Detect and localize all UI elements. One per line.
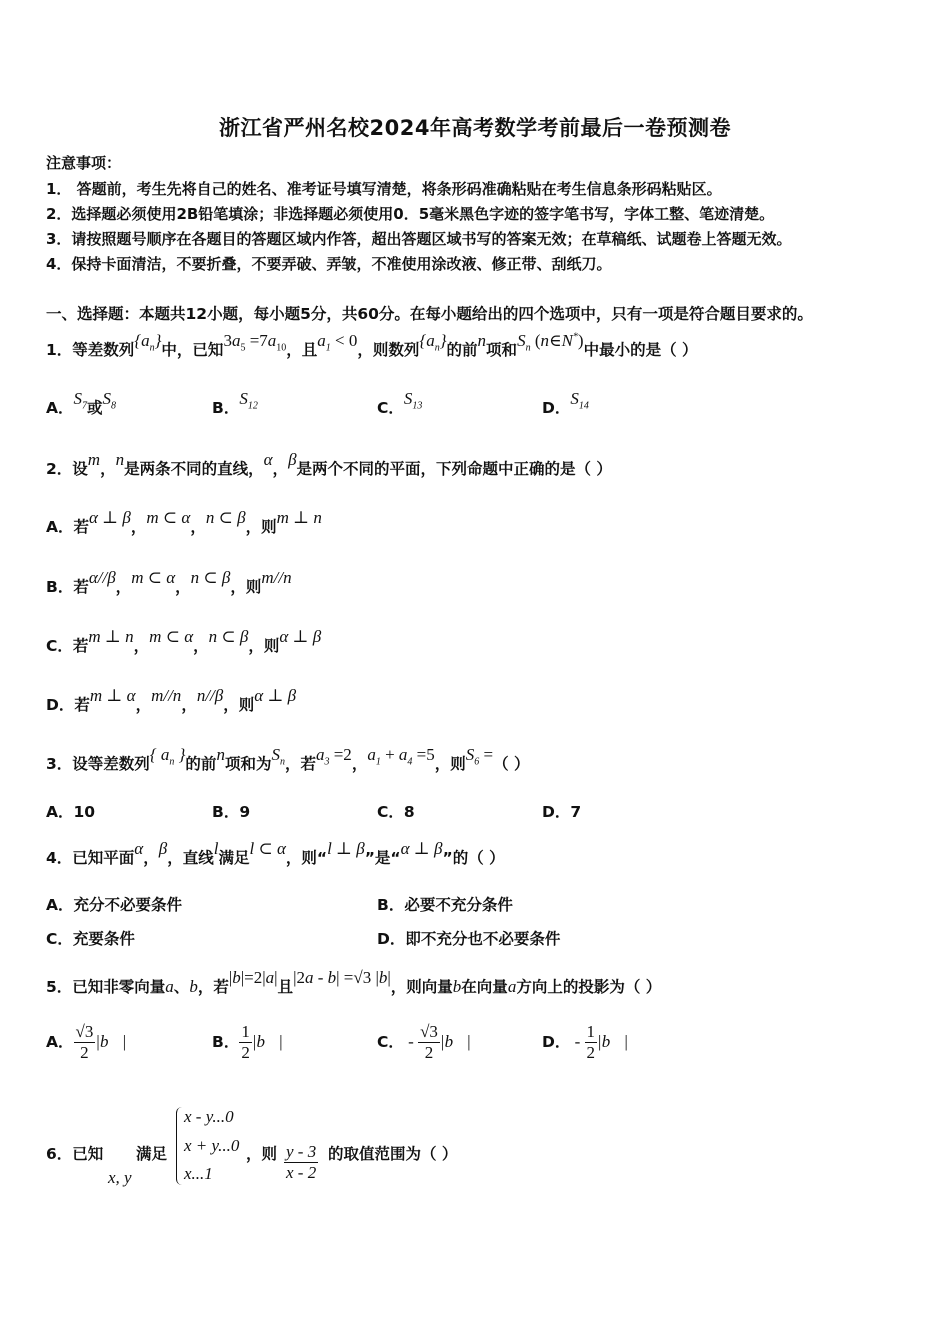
q2-option-c[interactable]: C．若m ⊥ n，m ⊂ α，n ⊂ β，则α ⊥ β xyxy=(46,627,322,655)
note-item: 4．保持卡面清洁，不要折叠，不要弄破、弄皱，不准使用涂改液、修正带、刮纸刀。 xyxy=(46,255,612,273)
section-heading: 一、选择题：本题共12小题，每小题5分，共60分。在每小题给出的四个选项中，只有一项是符合题目要求的。 xyxy=(46,305,813,323)
question-5: 5．已知非零向量a、b，若|b|=2|a|且|2a - b| =√3 |b|，则向量b在向量a方向上的投影为（ ） xyxy=(46,968,662,996)
q1-option-b[interactable]: B．$S_{12}$ xyxy=(212,389,258,417)
q3-option-d[interactable]: D．7 xyxy=(542,803,582,821)
q2-option-d[interactable]: D．若m ⊥ α，m//n，n//β，则α ⊥ β xyxy=(46,686,297,714)
q5-option-d[interactable]: D． - $\frac{1}{2}$ |b⃗| xyxy=(542,1022,629,1062)
q5-option-b[interactable]: B． $\frac{1}{2}$ |b⃗| xyxy=(212,1022,283,1062)
question-6-lead: 6．已知 xyxy=(46,1145,104,1163)
q6-constraint: x...1 xyxy=(184,1164,213,1183)
question-6-then: ，则 xyxy=(246,1145,278,1163)
q1-option-a[interactable]: A．$S_7$或$S_8$ xyxy=(46,389,117,417)
question-3: 3．设等差数列{ $a_n$ }的前n项和为$S_n$，若$a_3 =2$，$a_1 + a_4 =5$，则$S_6$ =（ ） xyxy=(46,745,530,773)
question-2: 2．设m，n是两条不同的直线，α，β是两个不同的平面，下列命题中正确的是（ ） xyxy=(46,450,612,478)
q6-fraction: $\frac{y - 3}{x - 2}$ xyxy=(286,1142,317,1182)
q4-option-b[interactable]: B．必要不充分条件 xyxy=(377,896,513,914)
question-4: 4．已知平面α，β，直线l满足l ⊂ α，则“l ⊥ β”是“α ⊥ β”的（ ） xyxy=(46,839,505,867)
page-title: 浙江省严州名校2024年高考数学考前最后一卷预测卷 xyxy=(219,116,731,140)
q4-option-d[interactable]: D．即不充分也不必要条件 xyxy=(377,930,561,948)
note-item: 2．选择题必须使用2B铅笔填涂；非选择题必须使用0．5毫米黑色字迹的签字笔书写，字体工整、笔迹清楚。 xyxy=(46,205,775,223)
q5-option-c[interactable]: C． - $\frac{√3}{2}$ |b⃗| xyxy=(377,1022,471,1062)
q2-option-a[interactable]: A．若α ⊥ β，m ⊂ α，n ⊂ β，则m ⊥ n xyxy=(46,508,322,536)
q4-option-c[interactable]: C．充要条件 xyxy=(46,930,135,948)
notes-heading: 注意事项： xyxy=(46,154,122,172)
question-1: 1．等差数列$\{a_n\}$中，已知$3a_5 =7a_{10}$，且$a_1 < 0$，则数列$\{a_n\}$的前n项和$S_n$ (n∈N*)中最小的是（ ） xyxy=(46,331,698,359)
q3-option-c[interactable]: C．8 xyxy=(377,803,415,821)
q1-option-d[interactable]: D．$S_{14}$ xyxy=(542,389,589,417)
q5-option-a[interactable]: A． $\frac{√3}{2}$ |b⃗| xyxy=(46,1022,127,1062)
q4-option-a[interactable]: A．充分不必要条件 xyxy=(46,896,182,914)
q3-option-a[interactable]: A．10 xyxy=(46,803,96,821)
q3-option-b[interactable]: B．9 xyxy=(212,803,251,821)
q6-constraint: x + y...0 xyxy=(184,1136,240,1155)
note-item: 1． 答题前，考生先将自己的姓名、准考证号填写清楚，将条形码准确粘贴在考生信息条形码粘贴区。 xyxy=(46,180,722,198)
question-6-tail: 的取值范围为（ ） xyxy=(328,1145,458,1163)
q6-constraint: x - y...0 xyxy=(184,1107,234,1126)
q6-vars: x, y xyxy=(108,1168,132,1187)
q1-option-c[interactable]: C．$S_{13}$ xyxy=(377,389,423,417)
question-6-satisfy: 满足 xyxy=(136,1145,168,1163)
note-item: 3．请按照题号顺序在各题目的答题区域内作答，超出答题区域书写的答案无效；在草稿纸、试题卷上答题无效。 xyxy=(46,230,792,248)
q2-option-b[interactable]: B．若α//β，m ⊂ α，n ⊂ β，则m//n xyxy=(46,568,292,596)
